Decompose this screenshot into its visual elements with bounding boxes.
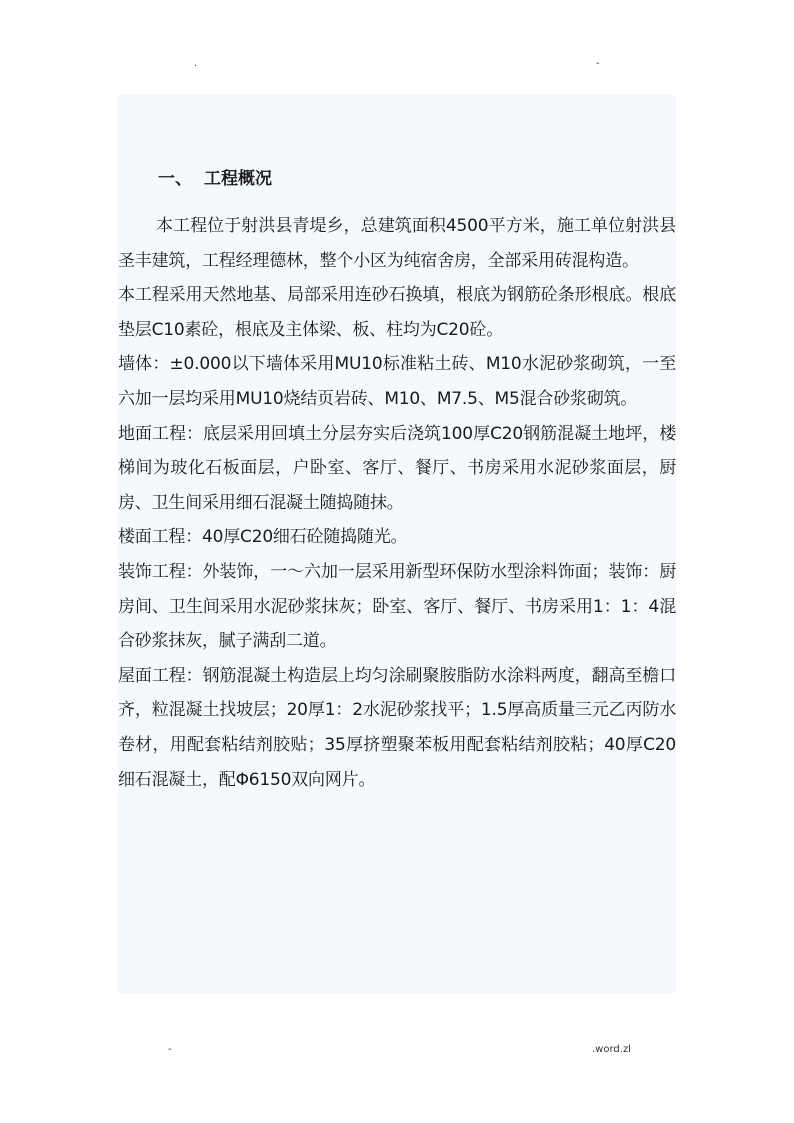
paragraph-decoration-works: 装饰工程：外装饰，一～六加一层采用新型环保防水型涂料饰面；装饰：厨房间、卫生间采用水泥砂浆抹灰；卧室、客厅、餐厅、书房采用1：1：4混合砂浆抹灰，腻子满刮二道。	[118, 561, 676, 652]
body-text	[118, 209, 676, 797]
section-number: 一、	[158, 169, 192, 189]
paragraph-foundation: 本工程采用天然地基、局部采用连砂石换填，根底为钢筋砼条形根底。根底垫层C10素砼，根底及主体梁、板、柱均为C20砼。	[118, 285, 676, 340]
footer-right-mark: .word.zl	[592, 1044, 631, 1055]
paragraph-roof-works: 屋面工程：钢筋混凝土构造层上均匀涂刷聚胺脂防水涂料两度，翻高至檐口齐，粒混凝土找坡层；20厚1：2水泥砂浆找平；1.5厚高质量三元乙丙防水卷材，用配套粘结剂胶贴；35厚挤塑聚苯板用配套粘结剂胶粘；40厚C20细石混凝土，配Φ6150双向网片。	[118, 665, 676, 790]
section-heading	[158, 166, 272, 192]
header-left-mark: .	[194, 58, 198, 69]
header-right-mark: -	[596, 58, 600, 69]
paragraph-walls: 墙体：±0.000以下墙体采用MU10标准粘土砖、M10水泥砂浆砌筑，一至六加一层均采用MU10烧结页岩砖、M10、M7.5、M5混合砂浆砌筑。	[118, 354, 676, 409]
paragraph-floor-works: 楼面工程：40厚C20细石砼随捣随光。	[118, 527, 408, 548]
footer-left-mark: -	[168, 1044, 172, 1055]
paragraph-project-overview: 本工程位于射洪县青堤乡，总建筑面积4500平方米，施工单位射洪县圣丰建筑，工程经理德林，整个小区为纯宿舍房，全部采用砖混构造。	[118, 216, 676, 271]
section-title: 工程概况	[204, 169, 272, 189]
paragraph-ground-works: 地面工程：底层采用回填土分层夯实后浇筑100厚C20钢筋混凝土地坪，楼梯间为玻化石板面层，户卧室、客厅、餐厅、书房采用水泥砂浆面层，厨房、卫生间采用细石混凝土随捣随抹。	[118, 423, 676, 513]
